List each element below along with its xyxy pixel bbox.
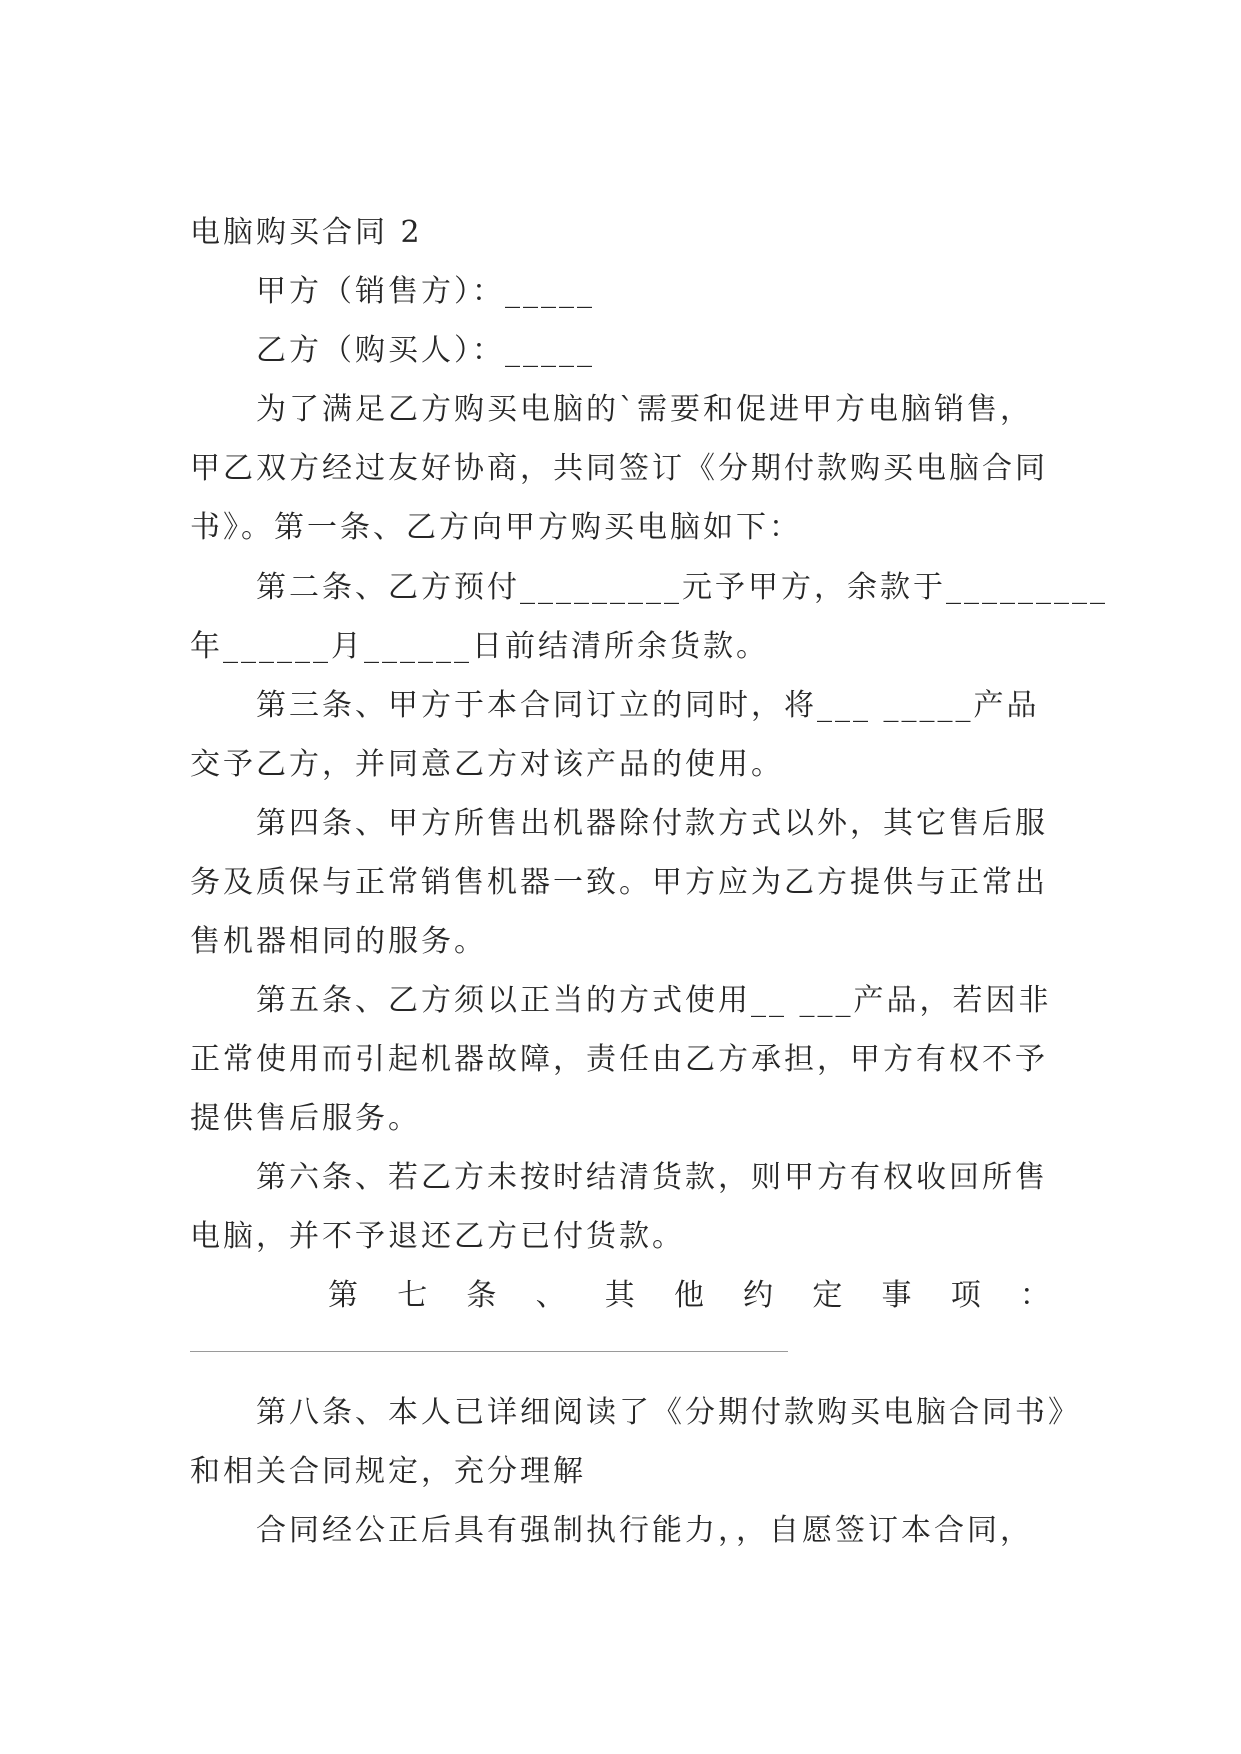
article-4-line: 务及质保与正常销售机器一致。甲方应为乙方提供与正常出 — [190, 865, 1048, 900]
article-7-char: 项 — [950, 1278, 981, 1313]
article-3-line: 第三条、甲方于本合同订立的同时，将___ _____产品 — [256, 688, 1040, 723]
article-6-line: 电脑，并不予退还乙方已付货款。 — [190, 1219, 685, 1254]
article-7-fill-line — [190, 1351, 788, 1352]
article-7-heading — [190, 1276, 1050, 1316]
paragraph-line: 为了满足乙方购买电脑的`需要和促进甲方电脑销售， — [256, 392, 1033, 427]
article-5-line: 第五条、乙方须以正当的方式使用__ ___产品，若因非 — [256, 983, 1052, 1018]
article-7-char: 条 — [466, 1278, 497, 1313]
article-3-line: 交予乙方，并同意乙方对该产品的使用。 — [190, 747, 784, 782]
article-7-char: 事 — [881, 1278, 912, 1313]
article-8-line: 和相关合同规定，充分理解 — [190, 1454, 586, 1489]
article-6-line: 第六条、若乙方未按时结清货款，则甲方有权收回所售 — [256, 1160, 1048, 1195]
article-5-line: 正常使用而引起机器故障，责任由乙方承担，甲方有权不予 — [190, 1042, 1048, 1077]
article-7-char: 、 — [535, 1278, 566, 1313]
article-2-line: 年______月______日前结清所余货款。 — [190, 629, 769, 664]
party-a-line: 甲方（销售方）：_____ — [256, 274, 595, 309]
paragraph-line: 书》。第一条、乙方向甲方购买电脑如下： — [190, 510, 802, 545]
article-5-line: 提供售后服务。 — [190, 1101, 421, 1136]
article-7-char: 定 — [812, 1278, 843, 1313]
article-7-char: 约 — [743, 1278, 774, 1313]
article-4-line: 第四条、甲方所售出机器除付款方式以外，其它售后服 — [256, 806, 1048, 841]
document-title: 电脑购买合同 2 — [190, 215, 423, 250]
article-7-char: 七 — [397, 1278, 428, 1313]
article-7-char: 其 — [604, 1278, 635, 1313]
party-b-line: 乙方（购买人）：_____ — [256, 333, 595, 368]
paragraph-line: 甲乙双方经过友好协商，共同签订《分期付款购买电脑合同 — [190, 451, 1048, 486]
article-7-char: ： — [1019, 1278, 1050, 1313]
article-2-line: 第二条、乙方预付_________元予甲方，余款于_________ — [256, 570, 1108, 605]
article-7-char: 第 — [328, 1278, 358, 1313]
article-8-line: 第八条、本人已详细阅读了《分期付款购买电脑合同书》 — [256, 1395, 1081, 1430]
paragraph-line: 合同经公正后具有强制执行能力，，自愿签订本合同， — [256, 1513, 1033, 1548]
article-4-line: 售机器相同的服务。 — [190, 924, 487, 959]
article-7-char: 他 — [673, 1278, 704, 1313]
